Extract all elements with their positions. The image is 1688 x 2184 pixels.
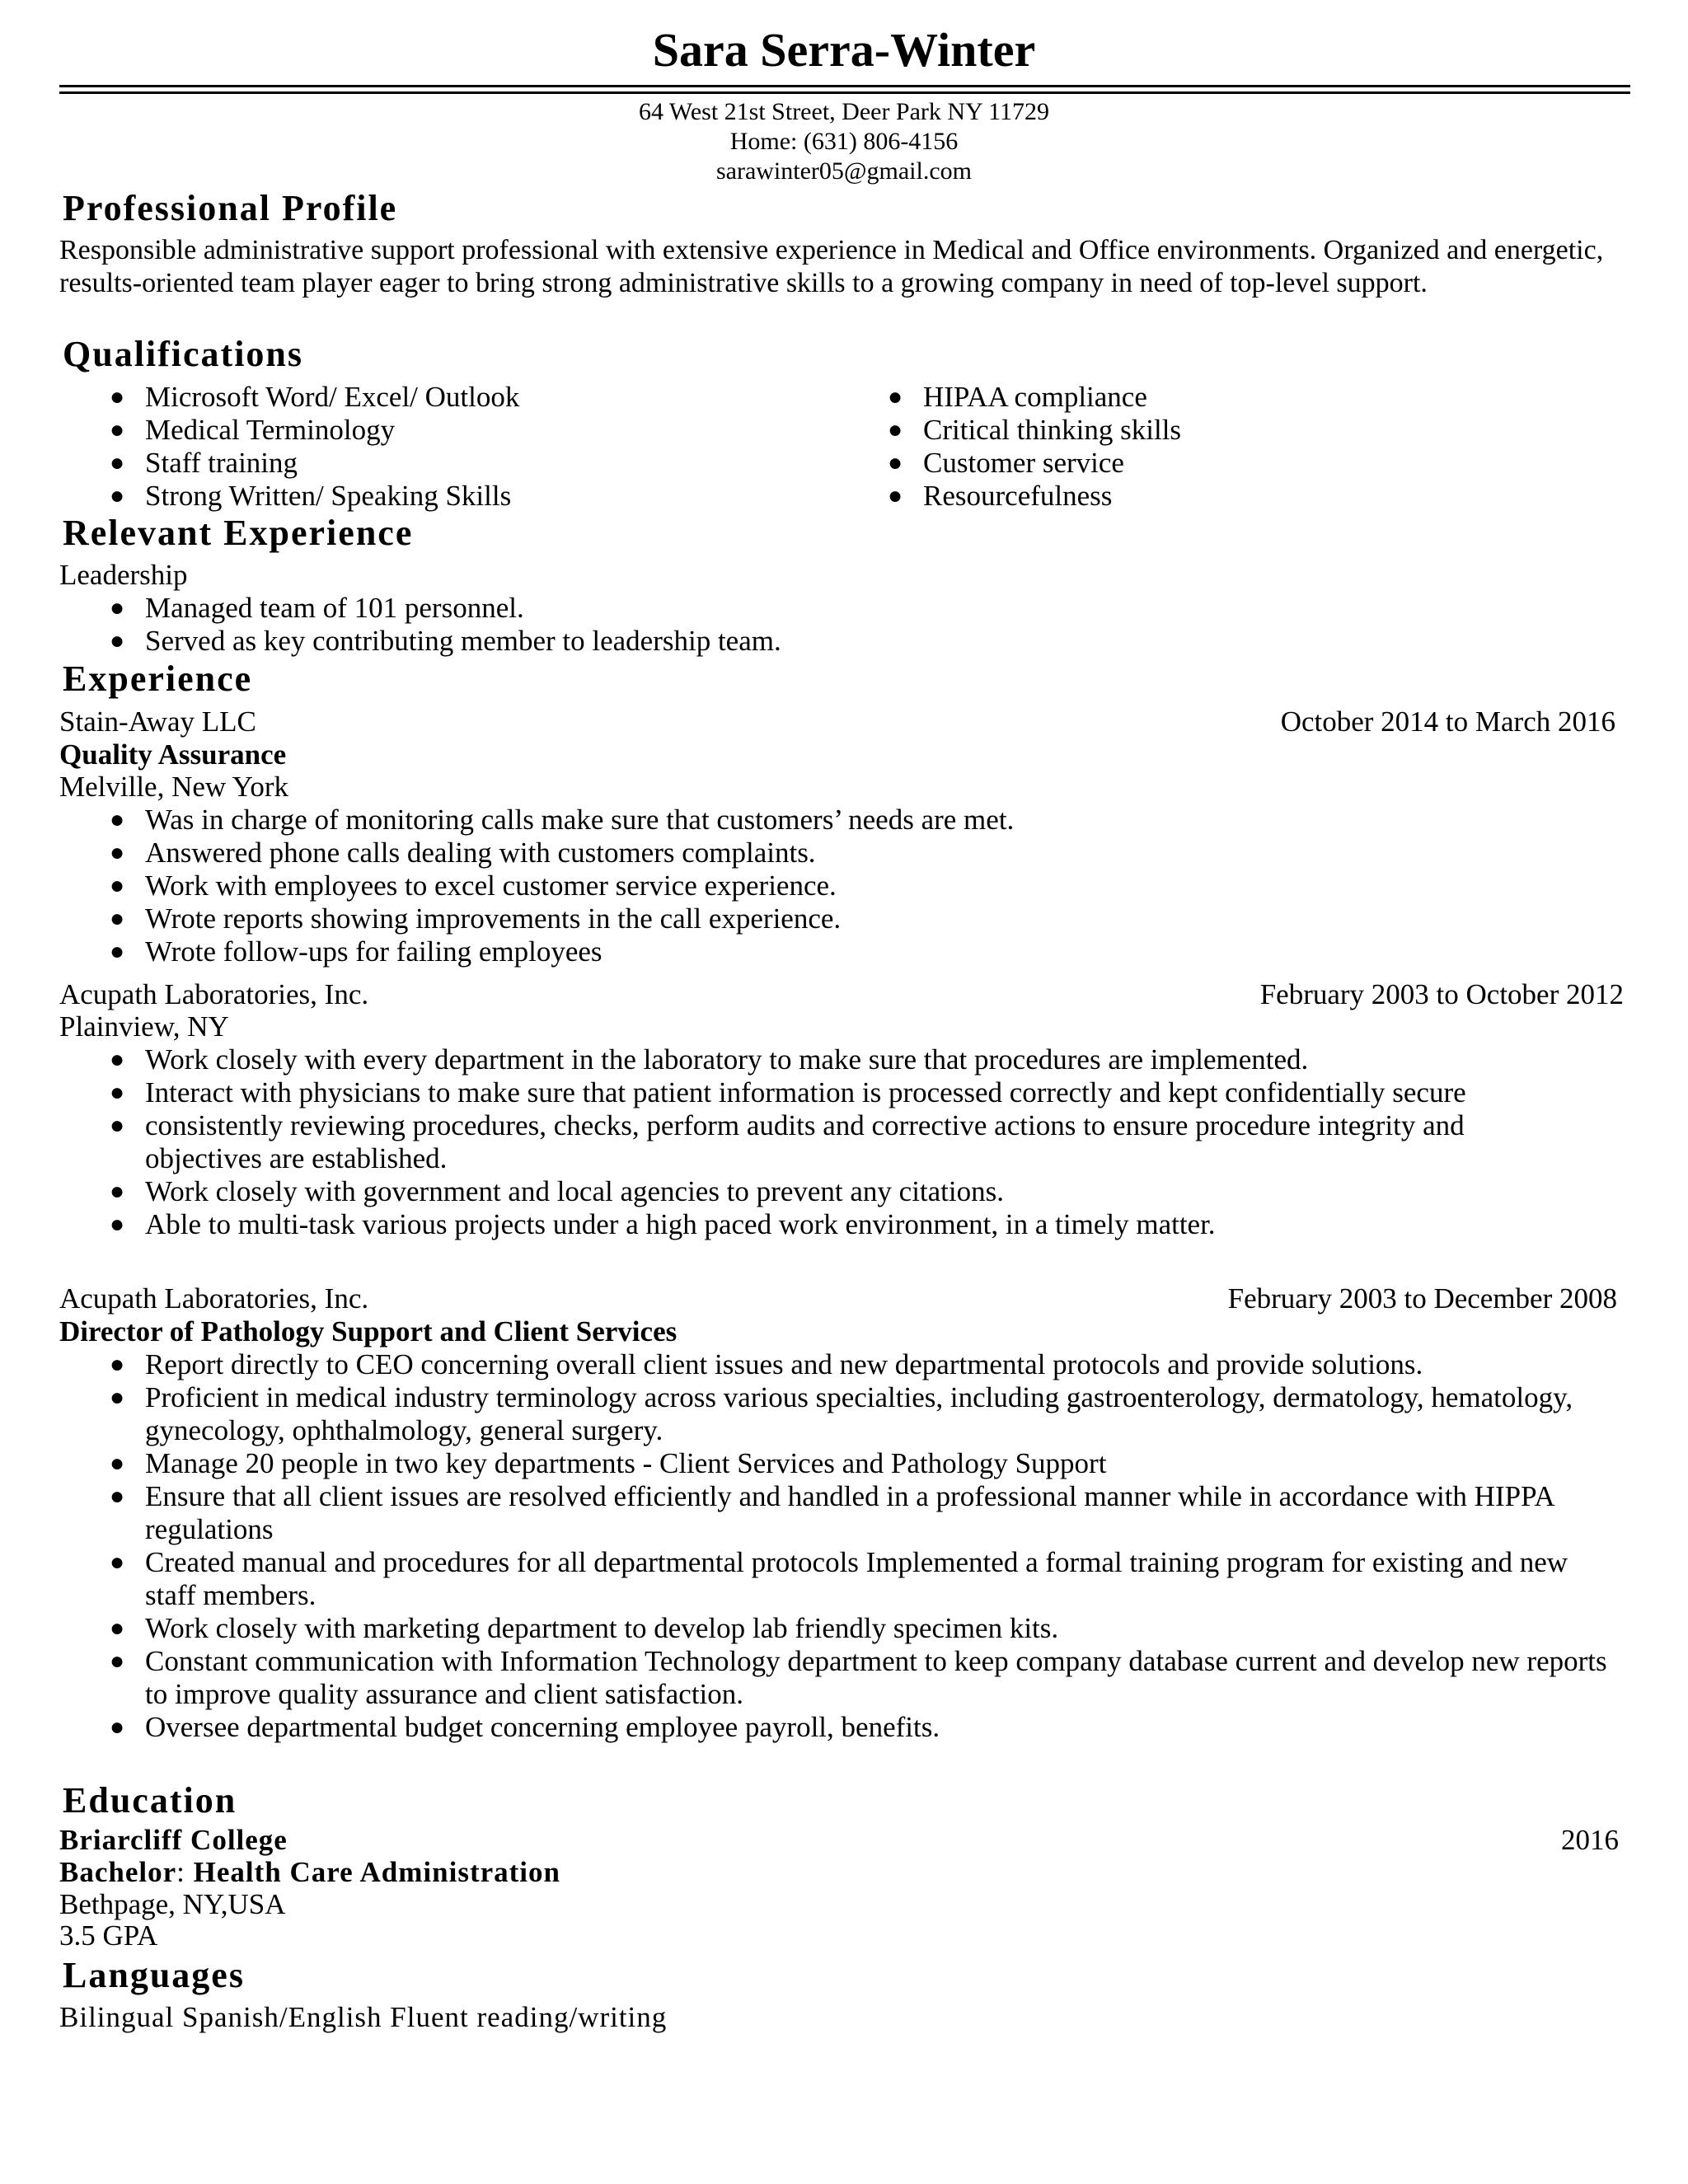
list-item-text: Critical thinking skills [923, 414, 1182, 446]
job-dates: February 2003 to October 2012 [1259, 978, 1624, 1010]
list-item [879, 414, 1620, 447]
list-item [101, 480, 842, 513]
list-item [101, 625, 1584, 658]
job-dates: February 2003 to December 2008 [1227, 1282, 1617, 1315]
list-item-text: Microsoft Word/ Excel/ Outlook [145, 381, 520, 413]
contact-address: 64 West 21st Street, Deer Park NY 11729 [638, 98, 1050, 125]
education-degree-separator: : [176, 1856, 194, 1888]
list-item [101, 1711, 1609, 1744]
list-item [879, 381, 1620, 414]
list-item-text: Answered phone calls dealing with customers complaints. [145, 837, 816, 869]
header-rule-bottom [59, 91, 1630, 94]
list-item-text: Interact with physicians to make sure that patient information is processed correctly and kept confidentially secure [145, 1076, 1466, 1108]
bullet-icon: ● [109, 1549, 125, 1576]
bullet-icon: ● [109, 1450, 125, 1477]
bullet-icon: ● [887, 383, 903, 410]
profile-text: Responsible administrative support professional with extensive experience in Medical and Office environments. Organized and energetic, results-oriented team player eager to bring strong administrative skills to a growing company in need of top-level support. [59, 235, 1604, 298]
bullet-icon: ● [109, 1384, 125, 1411]
list-item [101, 1076, 1559, 1109]
list-item-text: HIPAA compliance [923, 381, 1147, 413]
list-item-text: Was in charge of monitoring calls make sure that customers’ needs are met. [145, 804, 1015, 836]
job-dates: October 2014 to March 2016 [1280, 705, 1615, 738]
list-item-text: Staff training [145, 447, 298, 479]
education-degree [59, 1856, 560, 1889]
languages-text: Bilingual Spanish/English Fluent reading/writing [59, 2001, 668, 2033]
list-item-text: Work closely with every department in the laboratory to make sure that procedures are implemented. [145, 1043, 1309, 1076]
bullet-icon: ● [109, 416, 125, 443]
contact-email: sarawinter05@gmail.com [715, 157, 973, 185]
bullet-icon: ● [109, 1713, 125, 1741]
bullet-icon: ● [109, 449, 125, 476]
list-item-text: Strong Written/ Speaking Skills [145, 480, 512, 512]
bullet-icon: ● [109, 806, 125, 833]
list-item [101, 1381, 1609, 1447]
list-item-text: Work closely with government and local agencies to prevent any citations. [145, 1175, 1005, 1207]
qualifications-list-right [879, 381, 1620, 513]
list-item-text: Oversee departmental budget concerning employee payroll, benefits. [145, 1711, 940, 1743]
list-item [101, 1480, 1609, 1546]
bullet-icon: ● [109, 1615, 125, 1642]
list-item-text: Medical Terminology [145, 414, 396, 446]
job-company: Acupath Laboratories, Inc. [59, 978, 369, 1010]
bullet-icon: ● [109, 1079, 125, 1106]
job-location: Melville, New York [59, 771, 289, 803]
section-heading-languages: Languages [63, 1955, 245, 1995]
list-item-text: Proficient in medical industry terminology across various specialties, including gastroenterology, dermatology, hematology, gynecology, ophthalmology, general surgery. [145, 1381, 1573, 1446]
list-item-text: Wrote reports showing improvements in the call experience. [145, 902, 842, 935]
bullet-icon: ● [109, 1211, 125, 1238]
list-item-text: Resourcefulness [923, 480, 1113, 512]
list-item-text: Report directly to CEO concerning overall client issues and new departmental protocols and provide solutions. [145, 1348, 1423, 1380]
list-item [101, 1348, 1609, 1381]
list-item [101, 1447, 1609, 1480]
list-item [101, 592, 1584, 625]
list-item [101, 414, 842, 447]
list-item-text: Work with employees to excel customer service experience. [145, 869, 837, 902]
list-item-text: Work closely with marketing department to develop lab friendly specimen kits. [145, 1612, 1059, 1644]
list-item-text: Customer service [923, 447, 1124, 479]
education-degree-label: Bachelor [59, 1856, 177, 1888]
section-heading-experience: Experience [63, 658, 253, 699]
list-item [101, 1043, 1559, 1076]
bullet-icon: ● [109, 383, 125, 410]
relevant-subheading: Leadership [59, 559, 188, 591]
bullet-icon: ● [109, 839, 125, 866]
candidate-name: Sara Serra-Winter [652, 23, 1036, 77]
section-heading-relevant-experience: Relevant Experience [63, 513, 414, 553]
list-item-text: Served as key contributing member to leadership team. [145, 625, 781, 657]
list-item-text: Able to multi-task various projects under a high paced work environment, in a timely matter. [145, 1208, 1216, 1240]
bullet-icon: ● [109, 938, 125, 965]
bullet-icon: ● [109, 1351, 125, 1378]
list-item-text: Manage 20 people in two key departments - Client Services and Pathology Support [145, 1447, 1107, 1479]
bullet-icon: ● [109, 1046, 125, 1073]
list-item [101, 935, 1584, 968]
bullet-icon: ● [109, 482, 125, 509]
bullet-icon: ● [887, 416, 903, 443]
job-bullets [101, 1348, 1609, 1744]
list-item [101, 1208, 1559, 1241]
education-location: Bethpage, NY,USA [59, 1888, 286, 1920]
section-heading-qualifications: Qualifications [63, 334, 304, 374]
list-item [101, 1175, 1559, 1208]
list-item-text: Created manual and procedures for all departmental protocols Implemented a formal training program for existing and new staff members. [145, 1546, 1568, 1611]
bullet-icon: ● [109, 872, 125, 899]
list-item [101, 869, 1584, 902]
qualifications-list-left [101, 381, 842, 513]
section-heading-education: Education [63, 1780, 237, 1821]
list-item [879, 447, 1620, 480]
bullet-icon: ● [887, 449, 903, 476]
list-item [101, 902, 1584, 935]
bullet-icon: ● [109, 627, 125, 654]
bullet-icon: ● [109, 1112, 125, 1139]
list-item [101, 1546, 1609, 1612]
job-location: Plainview, NY [59, 1010, 229, 1043]
section-heading-profile: Professional Profile [63, 188, 398, 228]
bullet-icon: ● [109, 905, 125, 932]
list-item [101, 837, 1584, 869]
list-item [101, 804, 1584, 837]
list-item [101, 1109, 1559, 1175]
list-item-text: Constant communication with Information Technology department to keep company database current and develop new reports to improve quality assurance and client satisfaction. [145, 1645, 1607, 1710]
list-item [101, 381, 842, 414]
list-item [101, 1612, 1609, 1645]
job-company: Stain-Away LLC [59, 705, 256, 738]
list-item-text: Managed team of 101 personnel. [145, 592, 524, 624]
education-school: Briarcliff College [59, 1824, 288, 1856]
bullet-icon: ● [109, 1647, 125, 1675]
bullet-icon: ● [109, 1483, 125, 1510]
relevant-experience-list [101, 592, 1584, 658]
header-rule-top [59, 85, 1630, 87]
bullet-icon: ● [109, 594, 125, 621]
list-item-text: Wrote follow-ups for failing employees [145, 935, 603, 968]
list-item-text: consistently reviewing procedures, checks, perform audits and corrective actions to ensure procedure integrity and objectives are established. [145, 1109, 1465, 1174]
bullet-icon: ● [887, 482, 903, 509]
job-title: Quality Assurance [59, 738, 287, 771]
job-title: Director of Pathology Support and Client Services [59, 1315, 678, 1347]
education-gpa: 3.5 GPA [59, 1919, 158, 1952]
list-item-text: Ensure that all client issues are resolved efficiently and handled in a professional manner while in accordance with HIPPA regulations [145, 1480, 1554, 1545]
list-item [879, 480, 1620, 513]
education-degree-field: Health Care Administration [193, 1856, 560, 1888]
job-bullets [101, 804, 1584, 968]
list-item [101, 447, 842, 480]
education-year: 2016 [1561, 1824, 1619, 1856]
bullet-icon: ● [109, 1178, 125, 1205]
contact-phone: Home: (631) 806-4156 [729, 128, 959, 155]
list-item [101, 1645, 1609, 1711]
job-bullets [101, 1043, 1559, 1241]
job-company: Acupath Laboratories, Inc. [59, 1282, 369, 1315]
